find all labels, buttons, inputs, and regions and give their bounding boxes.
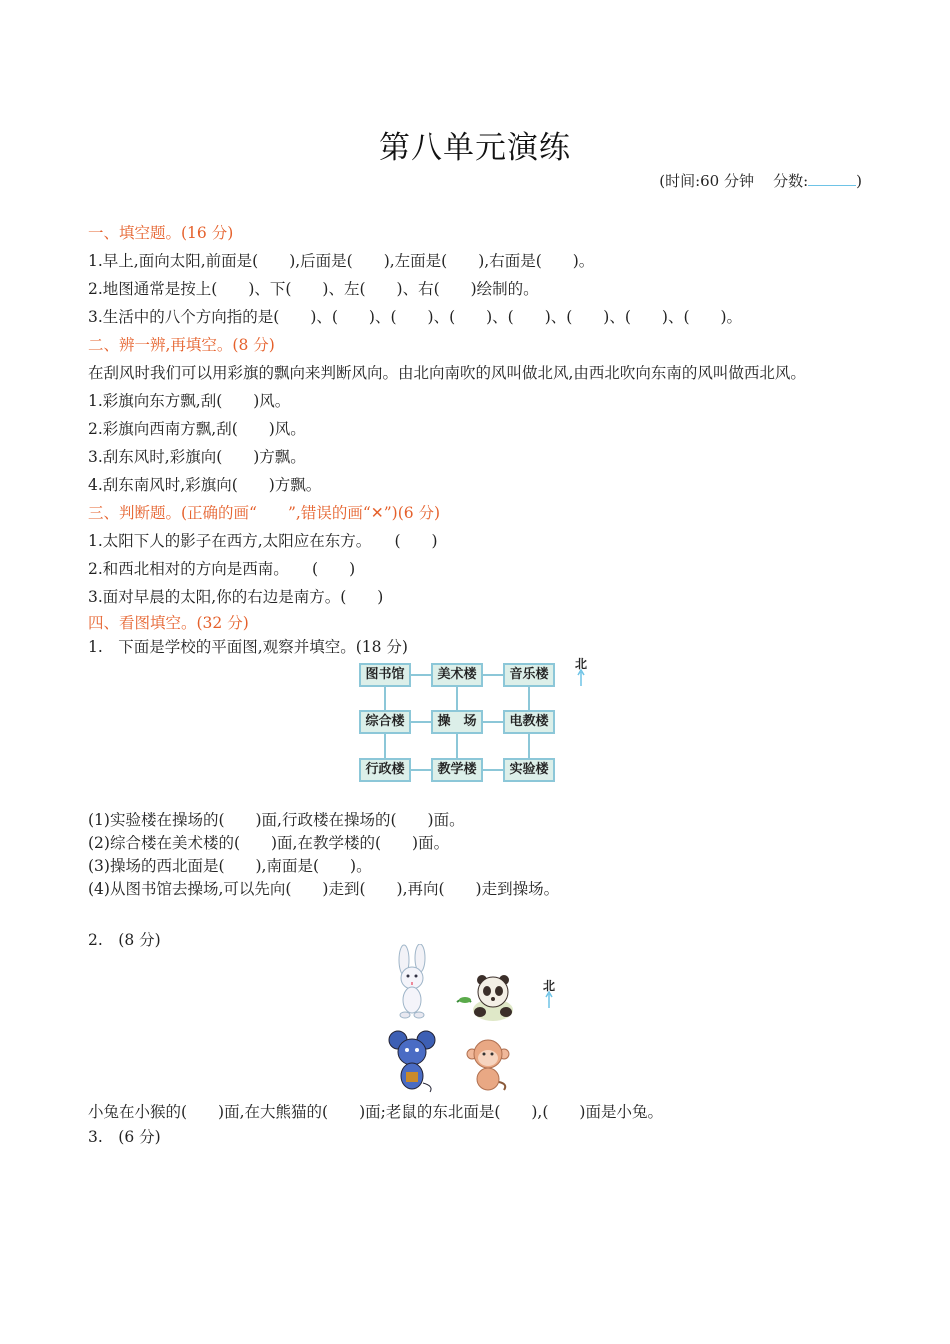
score-label: 分数: — [773, 172, 809, 190]
animals-north-label: 北 — [543, 979, 556, 993]
rabbit-icon — [390, 944, 434, 1020]
building-music: 音乐楼 — [503, 663, 555, 687]
s2-question-3: 3.刮东风时,彩旗向( )方飘。 — [88, 448, 306, 466]
s4-part2-intro: 2. (8 分) — [88, 931, 161, 949]
animals-north-arrow-icon — [544, 991, 554, 1009]
building-library: 图书馆 — [359, 663, 411, 687]
s2-question-4: 4.刮东南风时,彩旗向( )方飘。 — [88, 476, 322, 494]
s4-p1-question-1: (1)实验楼在操场的( )面,行政楼在操场的( )面。 — [88, 811, 465, 829]
campus-north-label: 北 — [575, 657, 588, 671]
s1-question-2: 2.地图通常是按上( )、下( )、左( )、右( )绘制的。 — [88, 280, 539, 298]
s2-question-2: 2.彩旗向西南方飘,刮( )风。 — [88, 420, 306, 438]
building-av: 电教楼 — [503, 710, 555, 734]
time-score-line — [659, 170, 862, 191]
time-label: (时间:60 分钟 — [659, 172, 754, 190]
section-1-heading: 一、填空题。(16 分) — [88, 224, 234, 242]
building-art: 美术楼 — [431, 663, 483, 687]
s4-p1-question-3: (3)操场的西北面是( ),南面是( )。 — [88, 857, 372, 875]
s2-intro: 在刮风时我们可以用彩旗的飘向来判断风向。由北向南吹的风叫做北风,由西北吹向东南的风叫做西北风。 — [88, 364, 806, 382]
playground: 操 场 — [431, 710, 483, 734]
s1-question-1: 1.早上,面向太阳,前面是( ),后面是( ),左面是( ),右面是( )。 — [88, 252, 595, 270]
s2-question-1: 1.彩旗向东方飘,刮( )风。 — [88, 392, 291, 410]
building-general: 综合楼 — [359, 710, 411, 734]
meta-close: ) — [856, 172, 862, 190]
panda-icon — [455, 972, 521, 1022]
s4-p1-question-2: (2)综合楼在美术楼的( )面,在教学楼的( )面。 — [88, 834, 450, 852]
monkey-icon — [466, 1038, 510, 1092]
campus-map — [355, 657, 555, 787]
s4-p1-question-4: (4)从图书馆去操场,可以先向( )走到( ),再向( )走到操场。 — [88, 880, 560, 898]
section-4-heading: 四、看图填空。(32 分) — [88, 614, 249, 632]
s4-part1-intro: 1. 下面是学校的平面图,观察并填空。(18 分) — [88, 638, 408, 656]
building-teaching: 教学楼 — [431, 758, 483, 782]
building-admin: 行政楼 — [359, 758, 411, 782]
section-2-heading: 二、辨一辨,再填空。(8 分) — [88, 336, 275, 354]
s3-question-3: 3.面对早晨的太阳,你的右边是南方。( ) — [88, 588, 384, 606]
page-title: 第八单元演练 — [379, 130, 571, 166]
s3-question-1: 1.太阳下人的影子在西方,太阳应在东方。 ( ) — [88, 532, 438, 550]
s3-question-2: 2.和西北相对的方向是西南。 ( ) — [88, 560, 356, 578]
s4-part3-intro: 3. (6 分) — [88, 1128, 161, 1146]
section-3-heading: 三、判断题。(正确的画“ ”,错误的画“✕”)(6 分) — [88, 504, 441, 522]
north-arrow-icon — [576, 669, 586, 687]
mouse-icon — [388, 1028, 436, 1094]
score-blank[interactable] — [808, 171, 856, 186]
building-lab: 实验楼 — [503, 758, 555, 782]
s4-p2-question: 小兔在小猴的( )面,在大熊猫的( )面;老鼠的东北面是( ),( )面是小兔。 — [88, 1103, 663, 1121]
s1-question-3: 3.生活中的八个方向指的是( )、( )、( )、( )、( )、( )、( )、( )。 — [88, 308, 743, 326]
